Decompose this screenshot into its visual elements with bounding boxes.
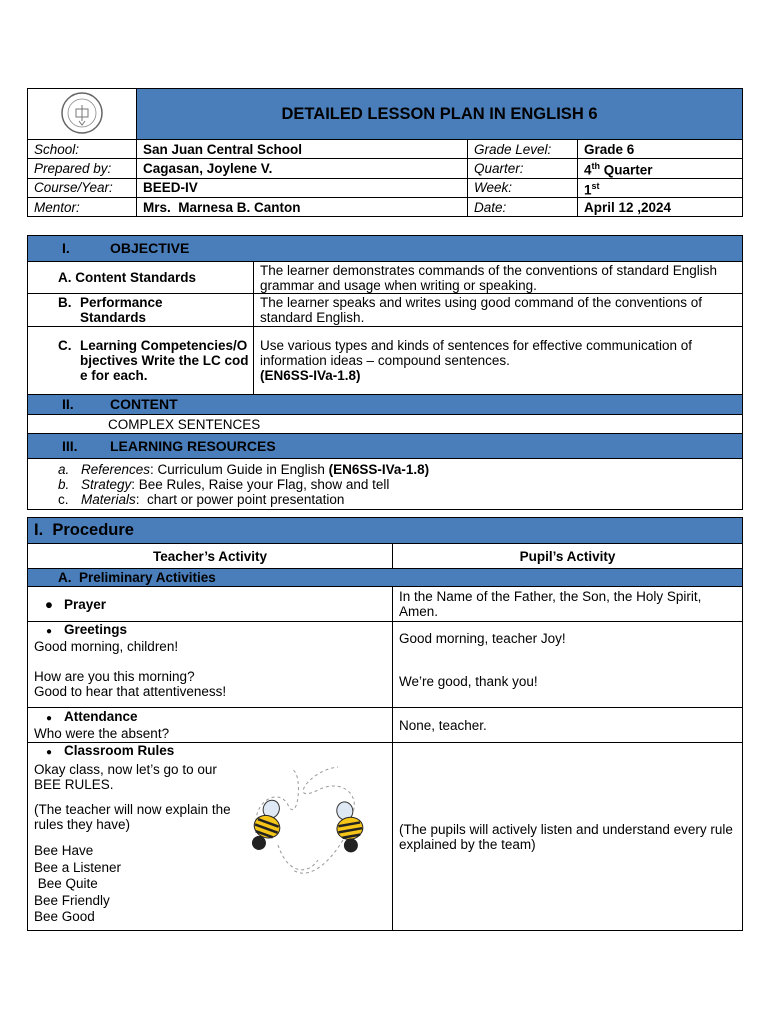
bees-illustration-icon: [248, 765, 378, 880]
bee-rule-item: Bee Friendly: [34, 892, 110, 908]
resource-item: a. References: Curriculum Guide in English (EN6SS-IVa-1.8): [58, 461, 430, 477]
quarter-value: 4th Quarter: [578, 159, 743, 179]
pupil-activity-header: Pupil’s Activity: [393, 544, 743, 569]
course-year-value: BEED-IV: [137, 178, 468, 198]
logo-cell: [28, 89, 137, 140]
procedure-heading: I. Procedure: [28, 518, 743, 544]
resource-item: c. Materials: chart or power point presentation: [58, 491, 345, 507]
teacher-activity-header: Teacher’s Activity: [28, 544, 393, 569]
learning-resources-list: [28, 459, 743, 510]
mentor-value: Mrs. Marnesa B. Canton: [137, 198, 468, 217]
quarter-label: Quarter:: [468, 159, 578, 179]
mentor-label: Mentor:: [28, 198, 137, 217]
header-table: [27, 88, 743, 217]
performance-standards-text: The learner speaks and writes using good command of the conventions of standard English.: [254, 294, 743, 327]
school-value: San Juan Central School: [137, 140, 468, 159]
prayer-response: In the Name of the Father, the Son, the Holy Spirit, Amen.: [393, 587, 743, 622]
procedure-table: [27, 517, 743, 931]
classroom-rules-pupil: (The pupils will actively listen and understand every rule explained by the team): [393, 743, 743, 931]
school-label: School:: [28, 140, 137, 159]
greetings-teacher: ● Greetings Good morning, children! How are you this morning? Good to hear that attentiveness!: [28, 622, 393, 708]
attendance-teacher: ● Attendance Who were the absent?: [28, 708, 393, 743]
content-text: COMPLEX SENTENCES: [28, 415, 743, 434]
bee-rule-item: Bee Good: [34, 909, 95, 924]
grade-level-label: Grade Level:: [468, 140, 578, 159]
date-value: April 12 ,2024: [578, 198, 743, 217]
content-standards-label: A. Content Standards: [28, 262, 254, 294]
bee-rule-item: Bee Have: [34, 843, 94, 858]
learning-competencies-text: Use various types and kinds of sentences for effective communication of information ideas – compound sentences. (EN6SS-IVa-1.8): [254, 327, 743, 395]
prepared-by-value: Cagasan, Joylene V.: [137, 159, 468, 179]
learning-resources-heading: III. LEARNING RESOURCES: [28, 434, 743, 459]
objective-heading: I. OBJECTIVE: [28, 236, 743, 262]
preliminary-activities-heading: A. Preliminary Activities: [28, 569, 743, 587]
grade-level-value: Grade 6: [578, 140, 743, 159]
course-year-label: Course/Year:: [28, 178, 137, 198]
resource-item: b. Strategy: Bee Rules, Raise your Flag, show and tell: [58, 476, 390, 492]
learning-competencies-label: C. Learning Competencies/Objectives Write the LC code for each.: [28, 327, 254, 395]
prepared-by-label: Prepared by:: [28, 159, 137, 179]
prayer-title: ● Prayer: [28, 587, 393, 622]
week-value: 1st: [578, 178, 743, 198]
lesson-plan-title: DETAILED LESSON PLAN IN ENGLISH 6: [281, 104, 598, 123]
objectives-table: [27, 235, 743, 510]
bee-rule-item: Bee Quite: [34, 876, 98, 891]
classroom-rules-teacher: ● Classroom Rules Okay class, now let’s go to our BEE RULES. (The teacher will now explain the rules they have) Bee Have Bee a Listener Bee Quite Bee Friendly Bee Good: [28, 743, 393, 931]
bee-rule-item: Bee a Listener: [34, 859, 122, 875]
school-logo-icon: [60, 91, 104, 135]
date-label: Date:: [468, 198, 578, 217]
content-standards-text: The learner demonstrates commands of the conventions of standard English grammar and usage when writing or speaking.: [254, 262, 743, 294]
greetings-pupil: Good morning, teacher Joy! We’re good, thank you!: [393, 622, 743, 708]
week-label: Week:: [468, 178, 578, 198]
attendance-pupil: None, teacher.: [393, 708, 743, 743]
performance-standards-label: B. Performance Standards: [28, 294, 254, 327]
content-heading: II. CONTENT: [28, 395, 743, 415]
